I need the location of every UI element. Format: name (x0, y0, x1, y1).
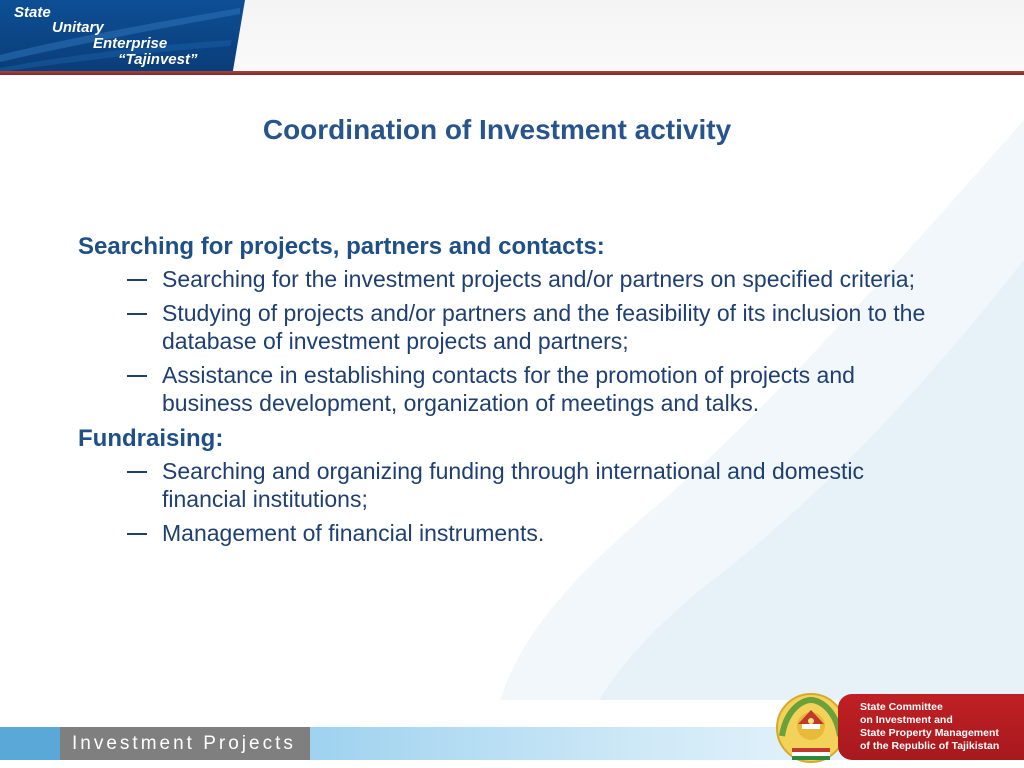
logo-text-line-4: “Tajinvest” (118, 51, 198, 68)
list-item (78, 299, 938, 355)
list-item-text: Management of financial instruments. (162, 520, 545, 546)
committee-line-2: on Investment and (860, 714, 953, 726)
slide-header (0, 0, 1024, 76)
committee-line-1: State Committee (860, 701, 943, 713)
list-item (78, 265, 938, 293)
logo-text-line-1: State (14, 4, 51, 21)
committee-line-4: of the Republic of Tajikistan (860, 740, 1000, 752)
projects-list (78, 265, 938, 417)
footer-label: Investment Projects (72, 733, 296, 754)
logo-text-line-3: Enterprise (93, 35, 168, 52)
fundraising-list (78, 457, 938, 547)
logo-text-line-2: Unitary (52, 19, 104, 36)
section-heading-projects: Searching for projects, partners and contacts: (78, 233, 605, 260)
header-background (230, 0, 1024, 72)
header-divider (0, 71, 1024, 75)
committee-name (860, 701, 999, 753)
list-item-text: Studying of projects and/or partners and the feasibility of its inclusion to the database of investment projects and partners; (162, 300, 926, 354)
list-item-text: Assistance in establishing contacts for the promotion of projects and business development, organization of meetings and talks. (162, 362, 855, 416)
list-item (78, 457, 938, 513)
committee-line-3: State Property Management (860, 727, 999, 739)
list-item (78, 519, 938, 547)
list-item-text: Searching and organizing funding through international and domestic financial institutions; (162, 458, 864, 512)
list-item-text: Searching for the investment projects and/or partners on specified criteria; (162, 266, 915, 292)
slide-content (78, 231, 938, 553)
slide-title: Coordination of Investment activity (262, 114, 732, 145)
section-heading-fundraising: Fundraising: (78, 425, 224, 452)
committee-badge (838, 694, 1024, 760)
footer-accent-block (0, 727, 60, 760)
list-item (78, 361, 938, 417)
